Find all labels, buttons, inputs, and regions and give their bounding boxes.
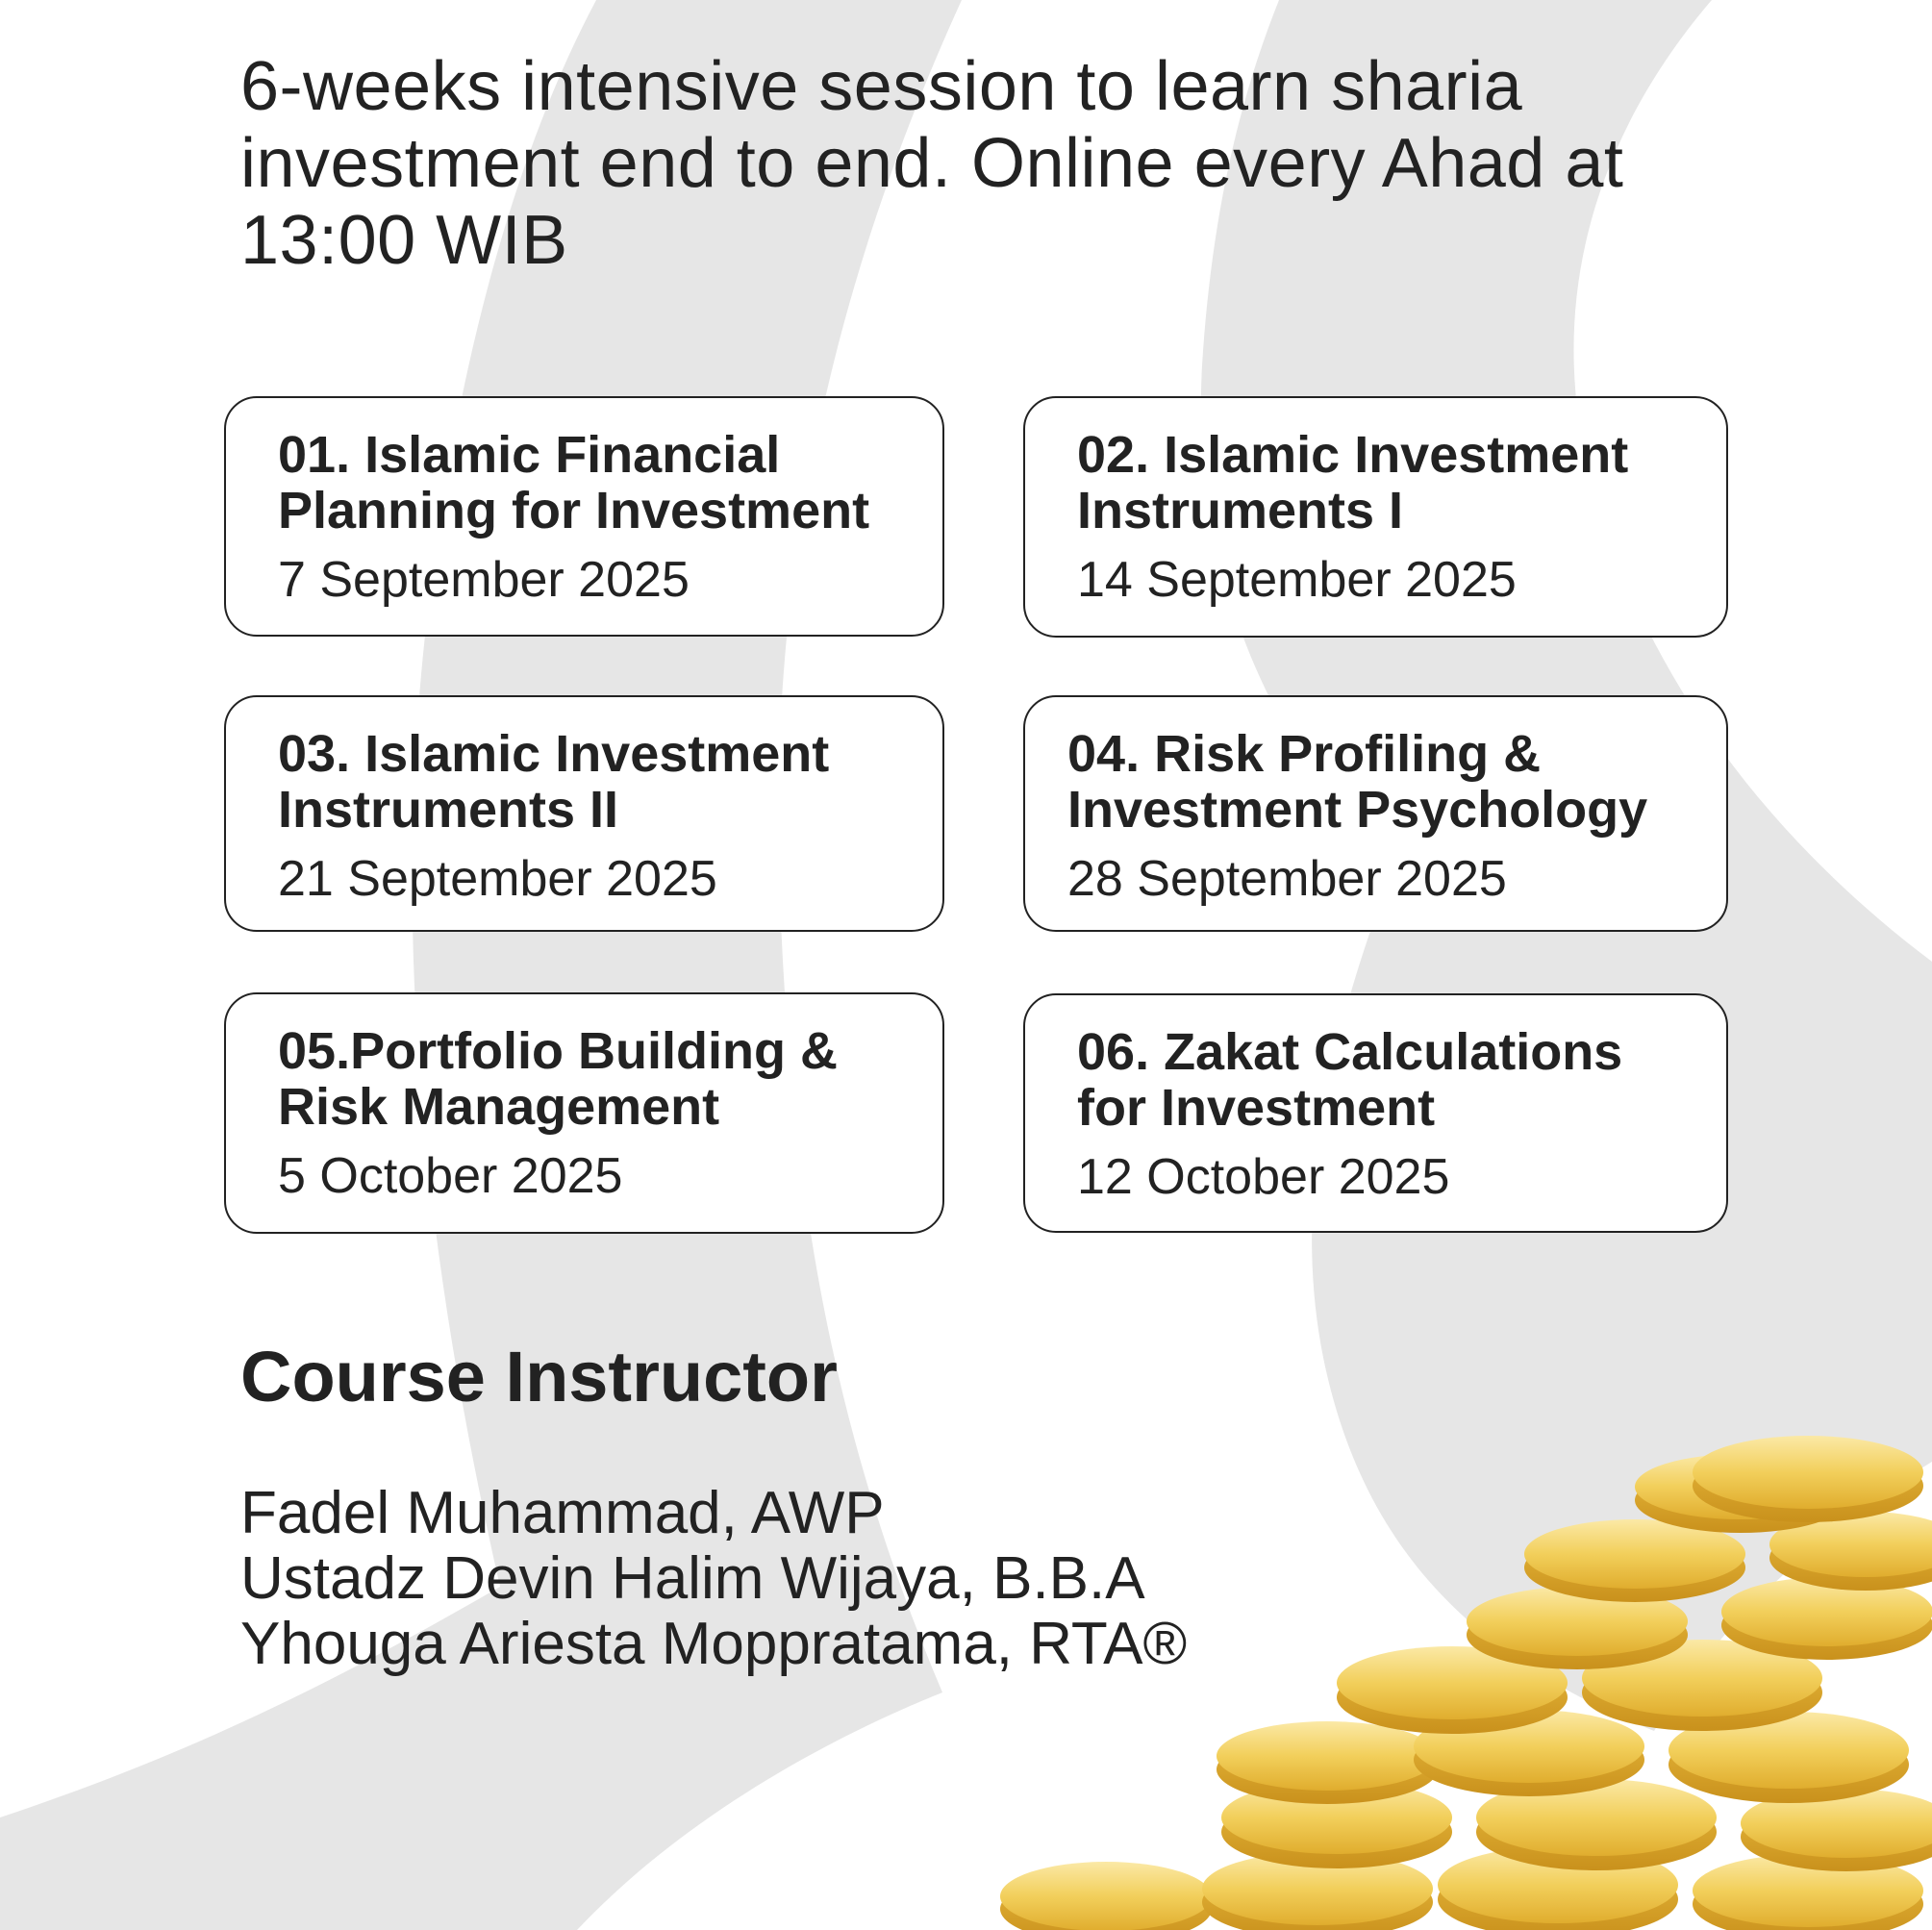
session-date: 21 September 2025 xyxy=(278,851,717,907)
instructor-heading: Course Instructor xyxy=(240,1337,838,1416)
session-card xyxy=(1023,993,1728,1233)
session-card xyxy=(224,992,944,1234)
session-title: 05.Portfolio Building & Risk Management xyxy=(278,1022,838,1136)
session-date: 7 September 2025 xyxy=(278,552,690,608)
session-title: 02. Islamic Investment Instruments I xyxy=(1077,426,1629,539)
instructor-list xyxy=(240,1481,1187,1677)
session-date: 5 October 2025 xyxy=(278,1148,623,1204)
session-title: 04. Risk Profiling & Investment Psychology xyxy=(1067,725,1648,839)
course-intro: 6-weeks intensive session to learn sharia investment end to end. Online every Ahad at 13:00 WIB xyxy=(240,48,1624,279)
session-title: 06. Zakat Calculations for Investment xyxy=(1077,1023,1623,1137)
instructor-name: Ustadz Devin Halim Wijaya, B.B.A xyxy=(240,1545,1145,1612)
session-card xyxy=(1023,695,1728,932)
session-card xyxy=(224,396,944,637)
session-title: 01. Islamic Financial Planning for Investment xyxy=(278,426,870,539)
session-card xyxy=(1023,396,1728,638)
instructor-name: Fadel Muhammad, AWP xyxy=(240,1480,885,1546)
session-date: 12 October 2025 xyxy=(1077,1149,1450,1205)
session-date: 14 September 2025 xyxy=(1077,552,1517,608)
session-title: 03. Islamic Investment Instruments II xyxy=(278,725,830,839)
session-card xyxy=(224,695,944,932)
session-date: 28 September 2025 xyxy=(1067,851,1507,907)
instructor-name: Yhouga Ariesta Moppratama, RTA® xyxy=(240,1611,1188,1677)
